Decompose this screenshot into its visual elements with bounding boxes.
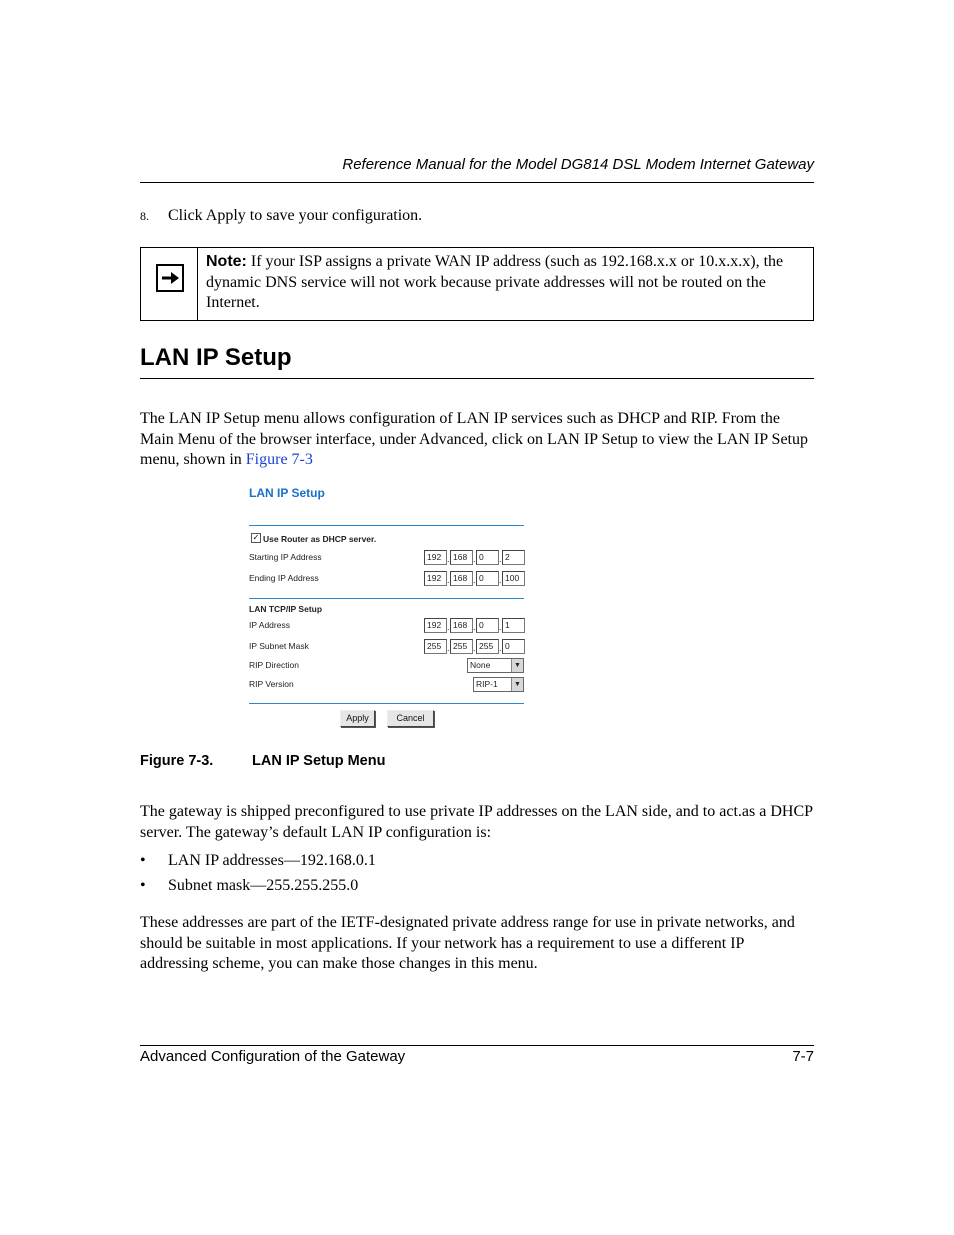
- starting-ip-octet-2[interactable]: 168: [450, 550, 473, 565]
- ui-title: LAN IP Setup: [249, 486, 325, 500]
- ending-ip-label: Ending IP Address: [249, 573, 319, 583]
- step-text: Click Apply to save your configuration.: [168, 207, 423, 224]
- dhcp-checkbox-label: Use Router as DHCP server.: [263, 534, 377, 544]
- ending-ip-octet-3[interactable]: 0: [476, 571, 499, 586]
- rip-version-value: RIP-1: [476, 679, 498, 689]
- dot-separator: .: [473, 622, 476, 632]
- starting-ip-label: Starting IP Address: [249, 552, 322, 562]
- dhcp-checkbox[interactable]: ✓: [252, 533, 260, 542]
- subnet-mask-octet-1[interactable]: 255: [424, 639, 447, 654]
- step-item: [140, 207, 422, 225]
- note-text: [206, 252, 808, 314]
- ending-ip-octet-4[interactable]: 100: [502, 571, 525, 586]
- starting-ip-octet-1[interactable]: 192: [424, 550, 447, 565]
- defaults-paragraph: The gateway is shipped preconfigured to use private IP addresses on the LAN side, and to act.as a DHCP server. The gateway’s default LAN IP configuration is:: [140, 803, 813, 841]
- tcpip-heading: LAN TCP/IP Setup: [249, 604, 323, 614]
- figure-number: Figure 7-3.: [140, 753, 214, 769]
- note-body: If your ISP assigns a private WAN IP address (such as 192.168.x.x or 10.x.x.x), the dynamic DNS service will not work because private addresses will not be routed on the Internet.: [206, 253, 784, 311]
- rip-direction-label: RIP Direction: [249, 660, 299, 670]
- dot-separator: .: [473, 554, 476, 564]
- footer-chapter: Advanced Configuration of the Gateway: [140, 1048, 406, 1065]
- footer-divider: [140, 1045, 814, 1046]
- running-header: Reference Manual for the Model DG814 DSL Modem Internet Gateway: [342, 156, 814, 173]
- addresses-paragraph: These addresses are part of the IETF-designated private address range for use in private networks, and should be suitable in most applications. If your network has a requirement to use a different IP addressing scheme, you can make those changes in this menu.: [140, 914, 795, 972]
- figure-caption: [140, 753, 385, 769]
- dot-separator: .: [473, 643, 476, 653]
- rip-version-label: RIP Version: [249, 679, 294, 689]
- ui-divider-middle: [249, 598, 524, 599]
- rip-direction-value: None: [470, 660, 491, 670]
- rip-direction-select[interactable]: [467, 658, 524, 673]
- dot-separator: .: [447, 575, 450, 585]
- apply-button[interactable]: Apply: [340, 710, 375, 727]
- dot-separator: .: [499, 643, 502, 653]
- subnet-mask-octet-3[interactable]: 255: [476, 639, 499, 654]
- ip-address-octet-3[interactable]: 0: [476, 618, 499, 633]
- figure-title: LAN IP Setup Menu: [252, 753, 386, 769]
- starting-ip-octet-4[interactable]: 2: [502, 550, 525, 565]
- step-number: 8.: [140, 209, 149, 223]
- note-icon-cell: [141, 248, 198, 320]
- section-title: LAN IP Setup: [140, 344, 292, 371]
- subnet-mask-label: IP Subnet Mask: [249, 641, 309, 651]
- header-divider: [140, 182, 814, 183]
- bullet-text: Subnet mask—255.255.255.0: [168, 877, 359, 894]
- dot-separator: .: [499, 622, 502, 632]
- subnet-mask-octet-2[interactable]: 255: [450, 639, 473, 654]
- dot-separator: .: [447, 643, 450, 653]
- dot-separator: .: [447, 622, 450, 632]
- bullet-symbol: •: [140, 852, 146, 869]
- note-box: [140, 247, 814, 321]
- ui-divider-bottom: [249, 703, 524, 704]
- ip-address-octet-2[interactable]: 168: [450, 618, 473, 633]
- right-arrow-icon: [156, 264, 184, 292]
- intro-text: The LAN IP Setup menu allows configuration of LAN IP services such as DHCP and RIP. From the Main Menu of the browser interface, under Advanced, click on LAN IP Setup to view the LAN IP Setup menu, shown in: [140, 410, 808, 468]
- starting-ip-octet-3[interactable]: 0: [476, 550, 499, 565]
- ip-address-octet-1[interactable]: 192: [424, 618, 447, 633]
- ui-divider-top: [249, 525, 524, 526]
- ip-address-label: IP Address: [249, 620, 290, 630]
- bullet-symbol: •: [140, 877, 146, 894]
- cancel-button[interactable]: Cancel: [387, 710, 434, 727]
- note-label: Note:: [206, 253, 247, 270]
- bullet-text: LAN IP addresses—192.168.0.1: [168, 852, 376, 869]
- section-divider: [140, 378, 814, 379]
- rip-version-select[interactable]: [473, 677, 524, 692]
- ending-ip-octet-2[interactable]: 168: [450, 571, 473, 586]
- dot-separator: .: [499, 575, 502, 585]
- chevron-down-icon[interactable]: ▼: [511, 678, 523, 691]
- lan-ip-setup-figure: [249, 484, 525, 729]
- list-item: [140, 852, 376, 870]
- dot-separator: .: [473, 575, 476, 585]
- chevron-down-icon[interactable]: ▼: [511, 659, 523, 672]
- footer-page-number: 7-7: [792, 1048, 814, 1065]
- dot-separator: .: [447, 554, 450, 564]
- subnet-mask-octet-4[interactable]: 0: [502, 639, 525, 654]
- ending-ip-octet-1[interactable]: 192: [424, 571, 447, 586]
- dot-separator: .: [499, 554, 502, 564]
- ip-address-octet-4[interactable]: 1: [502, 618, 525, 633]
- list-item: [140, 877, 358, 895]
- intro-paragraph: [140, 409, 816, 471]
- figure-link[interactable]: Figure 7-3: [245, 451, 313, 468]
